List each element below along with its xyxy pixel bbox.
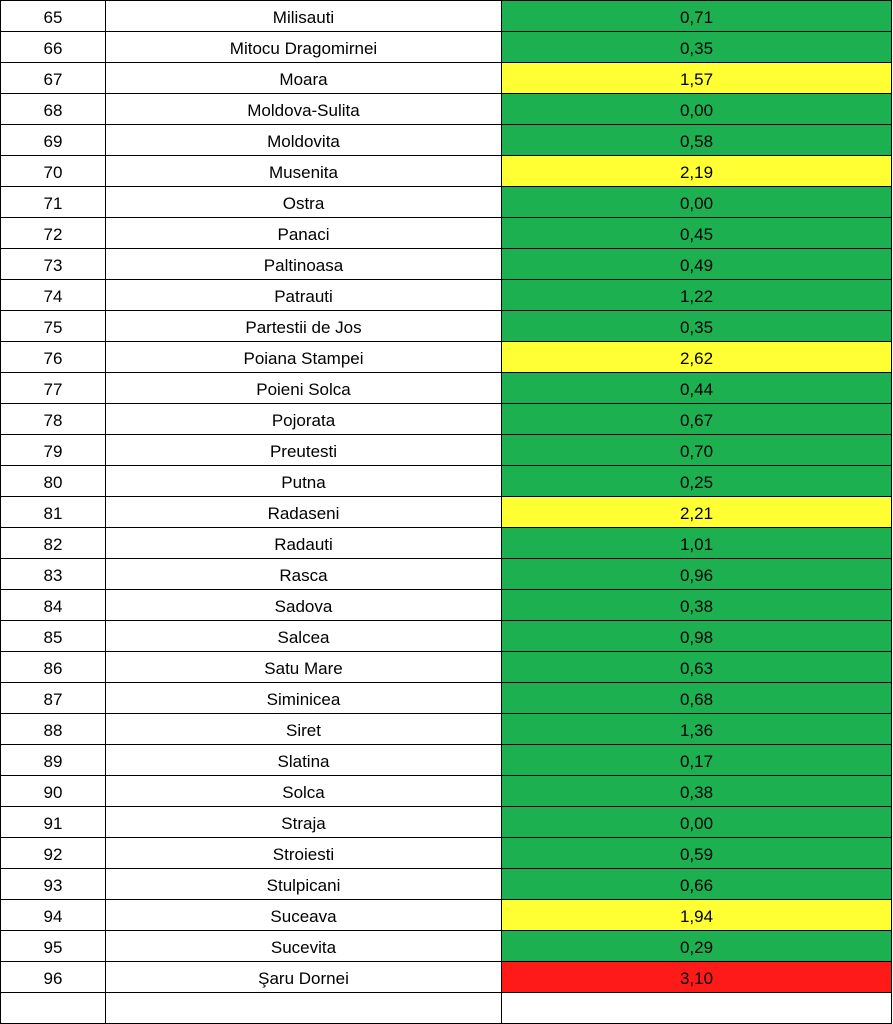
value-cell[interactable]: 0,00 xyxy=(502,807,892,838)
row-number-cell[interactable]: 75 xyxy=(1,311,106,342)
row-number-cell[interactable]: 90 xyxy=(1,776,106,807)
row-number-cell[interactable]: 84 xyxy=(1,590,106,621)
value-cell[interactable]: 1,57 xyxy=(502,63,892,94)
table-row xyxy=(1,807,892,838)
table-row xyxy=(1,931,892,962)
row-number-cell[interactable]: 95 xyxy=(1,931,106,962)
value-cell[interactable]: 0,38 xyxy=(502,590,892,621)
row-number-cell[interactable]: 91 xyxy=(1,807,106,838)
value-cell[interactable]: 2,21 xyxy=(502,497,892,528)
locality-name-cell[interactable]: Milisauti xyxy=(106,1,502,32)
value-cell[interactable]: 0,35 xyxy=(502,311,892,342)
locality-name-cell[interactable]: Moldova-Sulita xyxy=(106,94,502,125)
table-row xyxy=(1,869,892,900)
table-row xyxy=(1,776,892,807)
table-row xyxy=(1,125,892,156)
row-number-cell[interactable]: 68 xyxy=(1,94,106,125)
row-number-cell[interactable]: 81 xyxy=(1,497,106,528)
locality-name-cell[interactable]: Stroiesti xyxy=(106,838,502,869)
table-row xyxy=(1,528,892,559)
row-number-cell[interactable]: 74 xyxy=(1,280,106,311)
row-number-cell[interactable]: 76 xyxy=(1,342,106,373)
row-number-cell[interactable]: 73 xyxy=(1,249,106,280)
locality-name-cell[interactable]: Radauti xyxy=(106,528,502,559)
value-cell[interactable]: 0,25 xyxy=(502,466,892,497)
locality-name-cell[interactable]: Partestii de Jos xyxy=(106,311,502,342)
row-number-cell[interactable]: 77 xyxy=(1,373,106,404)
table-row xyxy=(1,342,892,373)
locality-name-cell[interactable]: Putna xyxy=(106,466,502,497)
locality-name-cell[interactable]: Moldovita xyxy=(106,125,502,156)
locality-name-cell[interactable]: Patrauti xyxy=(106,280,502,311)
row-number-cell[interactable]: 79 xyxy=(1,435,106,466)
table-row-partial xyxy=(1,993,892,1024)
row-number-cell[interactable]: 87 xyxy=(1,683,106,714)
locality-name-cell[interactable]: Preutesti xyxy=(106,435,502,466)
locality-name-cell[interactable]: Sucevita xyxy=(106,931,502,962)
table-row xyxy=(1,280,892,311)
table-row xyxy=(1,466,892,497)
locality-name-cell[interactable]: Poiana Stampei xyxy=(106,342,502,373)
table-row xyxy=(1,156,892,187)
partial-cell xyxy=(502,993,892,1024)
table-row xyxy=(1,435,892,466)
locality-name-cell[interactable]: Salcea xyxy=(106,621,502,652)
locality-name-cell[interactable]: Ostra xyxy=(106,187,502,218)
value-cell[interactable]: 3,10 xyxy=(502,962,892,993)
table-row xyxy=(1,838,892,869)
value-cell[interactable]: 0,63 xyxy=(502,652,892,683)
value-cell[interactable]: 1,94 xyxy=(502,900,892,931)
locality-name-cell[interactable]: Radaseni xyxy=(106,497,502,528)
table-row xyxy=(1,745,892,776)
table-row xyxy=(1,32,892,63)
row-number-cell[interactable]: 82 xyxy=(1,528,106,559)
table-row xyxy=(1,1,892,32)
locality-name-cell[interactable]: Şaru Dornei xyxy=(106,962,502,993)
value-cell[interactable]: 0,49 xyxy=(502,249,892,280)
locality-name-cell[interactable]: Paltinoasa xyxy=(106,249,502,280)
locality-name-cell[interactable]: Solca xyxy=(106,776,502,807)
value-cell[interactable]: 2,19 xyxy=(502,156,892,187)
value-cell[interactable]: 0,35 xyxy=(502,32,892,63)
value-cell[interactable]: 0,71 xyxy=(502,1,892,32)
locality-name-cell[interactable]: Straja xyxy=(106,807,502,838)
locality-name-cell[interactable]: Pojorata xyxy=(106,404,502,435)
value-cell[interactable]: 0,67 xyxy=(502,404,892,435)
value-cell[interactable]: 0,68 xyxy=(502,683,892,714)
row-number-cell[interactable]: 65 xyxy=(1,1,106,32)
table-body xyxy=(1,1,892,1024)
table-row xyxy=(1,497,892,528)
value-cell[interactable]: 0,96 xyxy=(502,559,892,590)
locality-name-cell[interactable]: Siminicea xyxy=(106,683,502,714)
table-row xyxy=(1,373,892,404)
value-cell[interactable]: 0,45 xyxy=(502,218,892,249)
table-row xyxy=(1,900,892,931)
table-row xyxy=(1,559,892,590)
row-number-cell[interactable]: 72 xyxy=(1,218,106,249)
row-number-cell[interactable]: 86 xyxy=(1,652,106,683)
value-cell[interactable]: 1,36 xyxy=(502,714,892,745)
table-row xyxy=(1,621,892,652)
row-number-cell[interactable]: 96 xyxy=(1,962,106,993)
row-number-cell[interactable]: 93 xyxy=(1,869,106,900)
row-number-cell[interactable]: 92 xyxy=(1,838,106,869)
table-row xyxy=(1,218,892,249)
value-cell[interactable]: 1,01 xyxy=(502,528,892,559)
table-row xyxy=(1,404,892,435)
locality-name-cell[interactable]: Stulpicani xyxy=(106,869,502,900)
row-number-cell[interactable]: 78 xyxy=(1,404,106,435)
row-number-cell[interactable]: 88 xyxy=(1,714,106,745)
row-number-cell[interactable]: 94 xyxy=(1,900,106,931)
value-cell[interactable]: 2,62 xyxy=(502,342,892,373)
table-row xyxy=(1,590,892,621)
value-cell[interactable]: 0,00 xyxy=(502,94,892,125)
locality-name-cell[interactable]: Slatina xyxy=(106,745,502,776)
row-number-cell[interactable]: 69 xyxy=(1,125,106,156)
locality-name-cell[interactable]: Moara xyxy=(106,63,502,94)
value-cell[interactable]: 0,98 xyxy=(502,621,892,652)
table-row xyxy=(1,311,892,342)
locality-name-cell[interactable]: Panaci xyxy=(106,218,502,249)
locality-name-cell[interactable]: Rasca xyxy=(106,559,502,590)
row-number-cell[interactable]: 70 xyxy=(1,156,106,187)
locality-name-cell[interactable]: Siret xyxy=(106,714,502,745)
table-row xyxy=(1,714,892,745)
value-cell[interactable]: 0,29 xyxy=(502,931,892,962)
locality-name-cell[interactable]: Suceava xyxy=(106,900,502,931)
row-number-cell[interactable]: 83 xyxy=(1,559,106,590)
value-cell[interactable]: 0,58 xyxy=(502,125,892,156)
value-cell[interactable]: 0,70 xyxy=(502,435,892,466)
table-row xyxy=(1,652,892,683)
partial-cell xyxy=(1,993,106,1024)
table-row xyxy=(1,962,892,993)
value-cell[interactable]: 1,22 xyxy=(502,280,892,311)
locality-name-cell[interactable]: Satu Mare xyxy=(106,652,502,683)
row-number-cell[interactable]: 89 xyxy=(1,745,106,776)
row-number-cell[interactable]: 66 xyxy=(1,32,106,63)
table-row xyxy=(1,63,892,94)
value-cell[interactable]: 0,66 xyxy=(502,869,892,900)
row-number-cell[interactable]: 80 xyxy=(1,466,106,497)
locality-name-cell[interactable]: Poieni Solca xyxy=(106,373,502,404)
table-row xyxy=(1,187,892,218)
table-row xyxy=(1,94,892,125)
value-cell[interactable]: 0,00 xyxy=(502,187,892,218)
row-number-cell[interactable]: 71 xyxy=(1,187,106,218)
value-cell[interactable]: 0,17 xyxy=(502,745,892,776)
locality-name-cell[interactable]: Sadova xyxy=(106,590,502,621)
value-cell[interactable]: 0,38 xyxy=(502,776,892,807)
table-row xyxy=(1,249,892,280)
locality-name-cell[interactable]: Mitocu Dragomirnei xyxy=(106,32,502,63)
value-cell[interactable]: 0,59 xyxy=(502,838,892,869)
row-number-cell[interactable]: 67 xyxy=(1,63,106,94)
partial-cell xyxy=(106,993,502,1024)
locality-name-cell[interactable]: Musenita xyxy=(106,156,502,187)
table-row xyxy=(1,683,892,714)
value-cell[interactable]: 0,44 xyxy=(502,373,892,404)
row-number-cell[interactable]: 85 xyxy=(1,621,106,652)
